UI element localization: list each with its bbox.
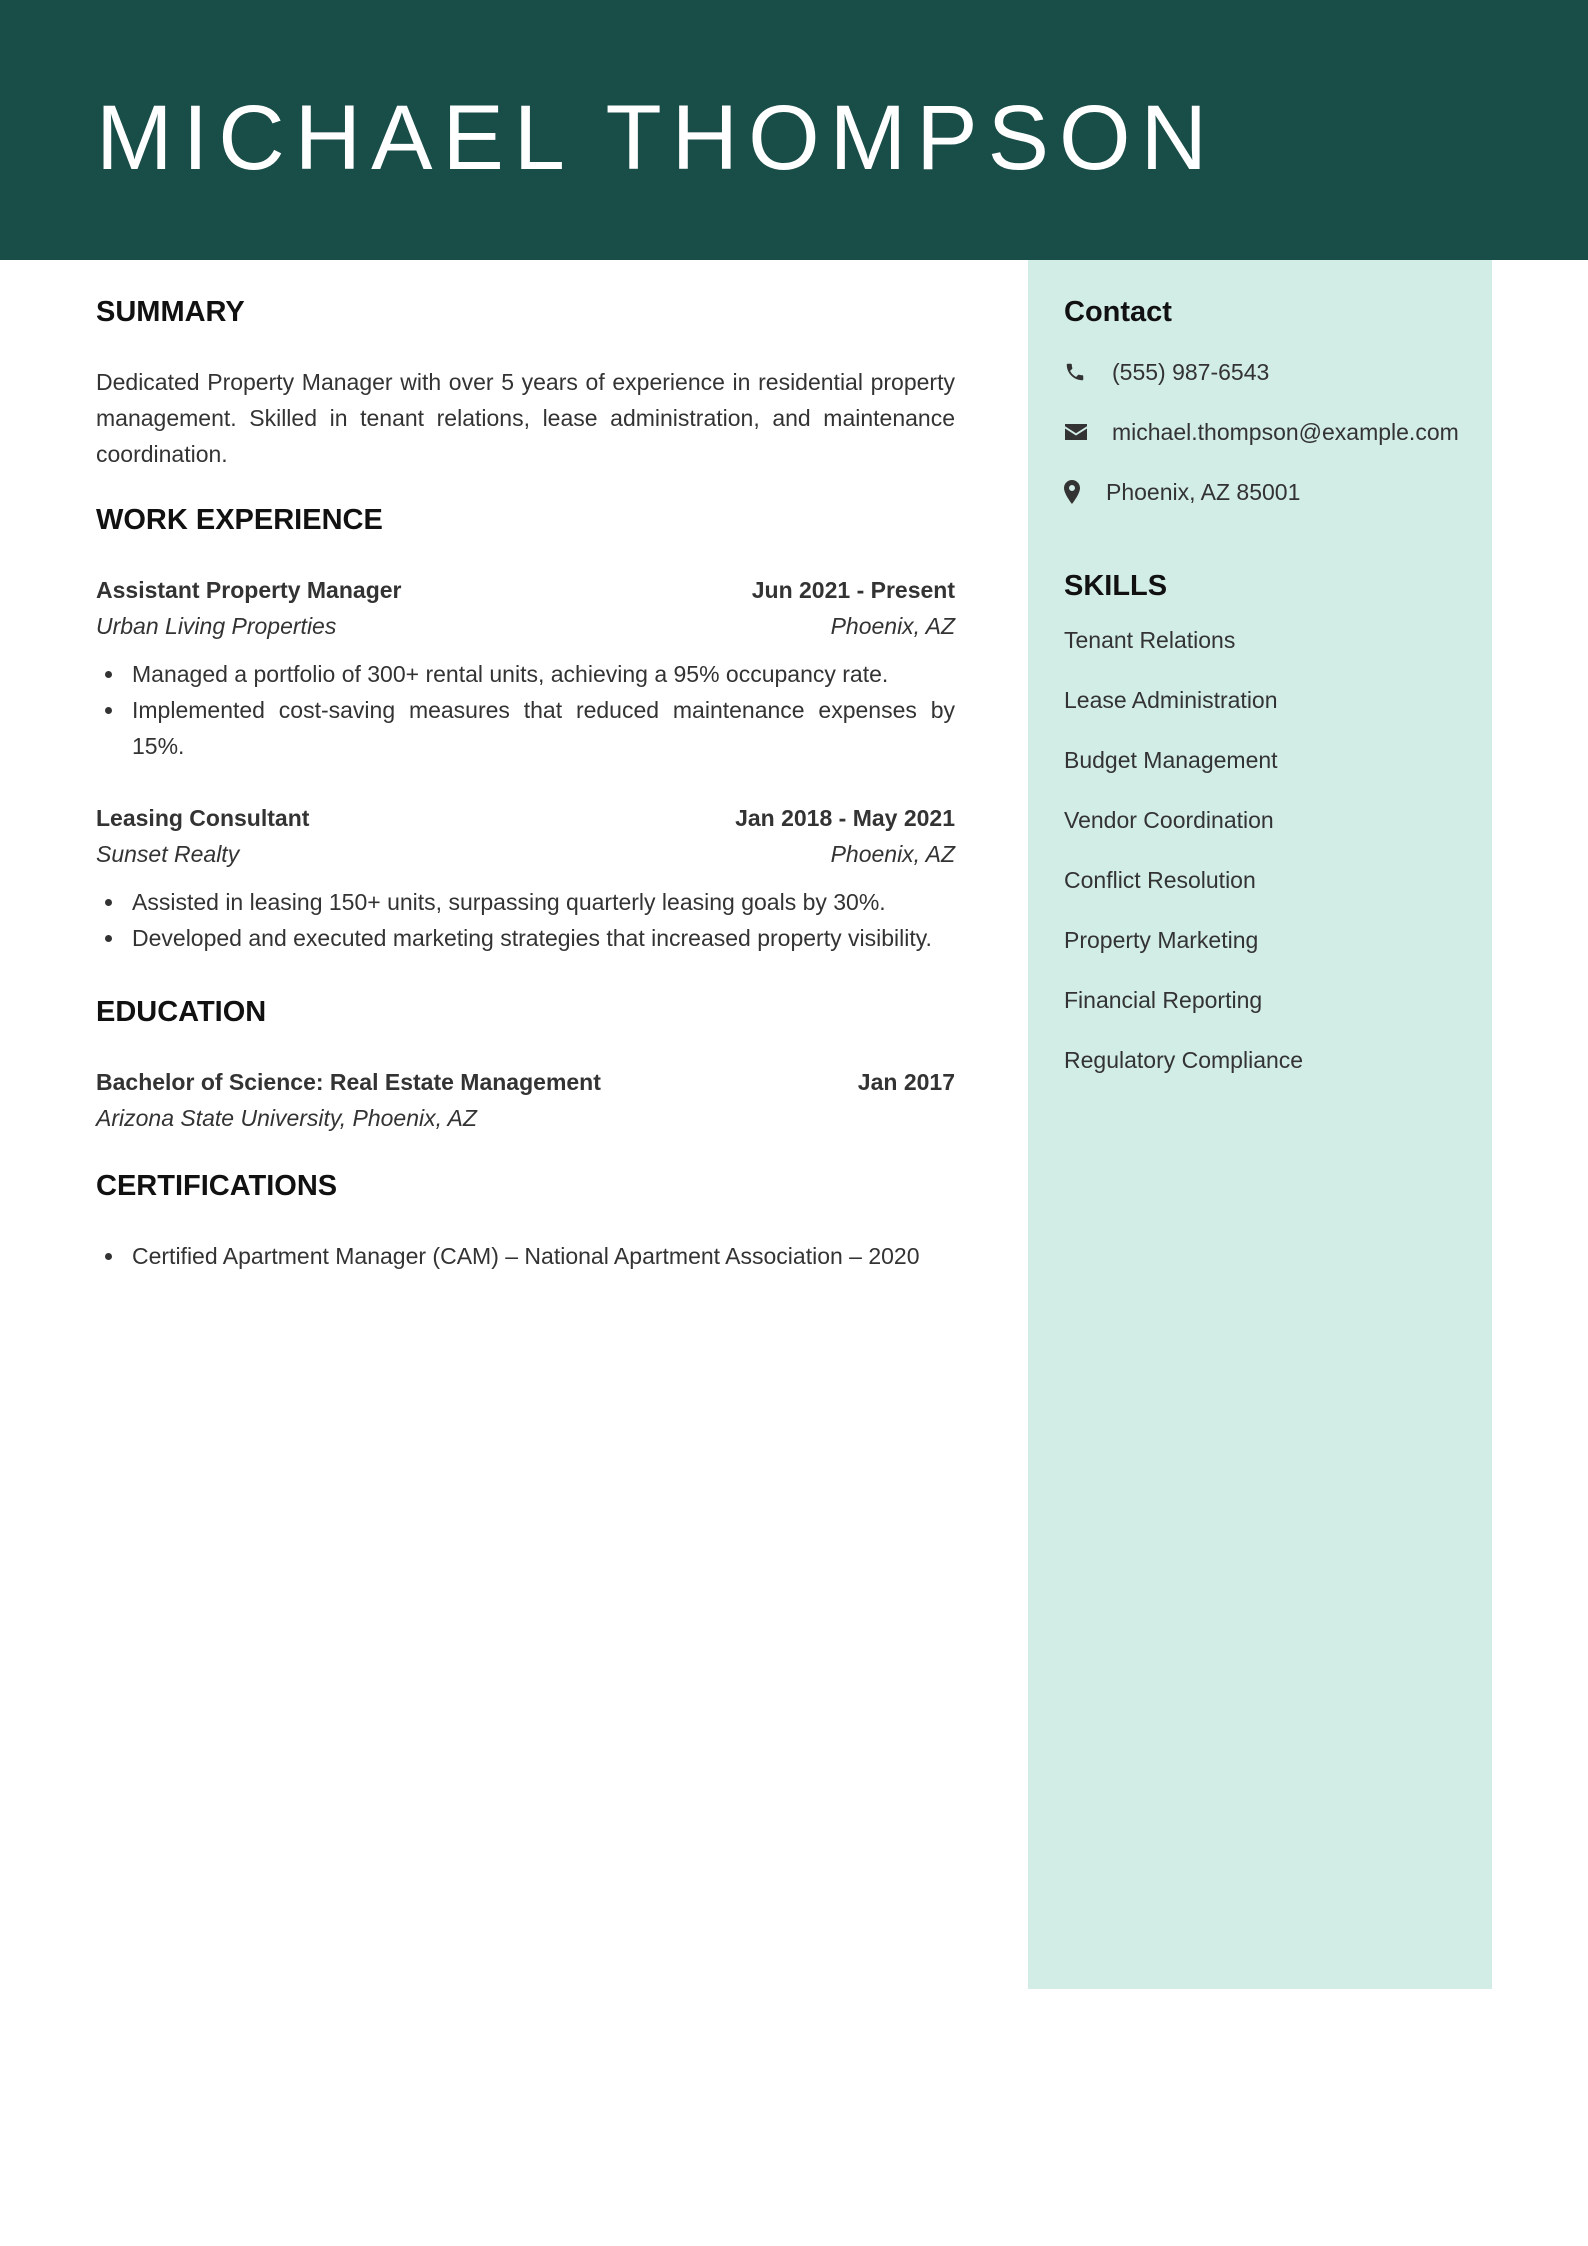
contact-location — [1064, 474, 1484, 510]
header-banner — [0, 0, 1588, 260]
school: Arizona State University, Phoenix, AZ — [96, 1105, 477, 1131]
job-company: Urban Living Properties — [96, 613, 337, 639]
education-entry — [96, 1064, 955, 1136]
certifications-list — [96, 1238, 955, 1274]
phone-number: (555) 987-6543 — [1112, 358, 1270, 385]
email-address: michael.thompson@example.com — [1112, 418, 1459, 445]
candidate-name: MICHAEL THOMPSON — [96, 87, 1218, 189]
contact-list — [1064, 354, 1484, 510]
job-entry — [96, 800, 955, 956]
graduation-date: Jan 2017 — [857, 1069, 955, 1095]
envelope-icon — [1064, 414, 1112, 450]
skill-item: Lease Administration — [1064, 687, 1278, 713]
sidebar — [1028, 260, 1492, 1989]
certification-item: Certified Apartment Manager (CAM) – National Apartment Association – 2020 — [96, 1238, 955, 1274]
skill-item: Financial Reporting — [1064, 987, 1263, 1013]
degree: Bachelor of Science: Real Estate Management — [96, 1069, 601, 1095]
job-bullet: Implemented cost-saving measures that reduced maintenance expenses by 15%. — [96, 692, 955, 764]
contact-heading: Contact — [1064, 296, 1172, 328]
skill-item: Regulatory Compliance — [1064, 1047, 1304, 1073]
contact-email — [1064, 414, 1484, 450]
job-location: Phoenix, AZ — [830, 613, 955, 639]
job-entry — [96, 572, 955, 764]
job-location: Phoenix, AZ — [830, 841, 955, 867]
job-title: Assistant Property Manager — [96, 577, 402, 603]
skill-item: Property Marketing — [1064, 927, 1259, 953]
skills-heading: SKILLS — [1064, 570, 1168, 602]
job-dates: Jan 2018 - May 2021 — [735, 805, 955, 831]
job-bullet: Managed a portfolio of 300+ rental units, achieving a 95% occupancy rate. — [96, 656, 955, 692]
summary-heading: SUMMARY — [96, 296, 245, 328]
skill-item: Vendor Coordination — [1064, 807, 1274, 833]
main-column — [96, 260, 955, 1274]
job-bullets — [96, 656, 955, 764]
certifications-heading: CERTIFICATIONS — [96, 1170, 338, 1202]
skill-item: Budget Management — [1064, 747, 1278, 773]
job-dates: Jun 2021 - Present — [751, 577, 955, 603]
work-experience-heading: WORK EXPERIENCE — [96, 504, 383, 536]
skill-item: Conflict Resolution — [1064, 867, 1256, 893]
phone-icon — [1064, 354, 1112, 390]
job-bullet: Assisted in leasing 150+ units, surpassing quarterly leasing goals by 30%. — [96, 884, 955, 920]
job-bullets — [96, 884, 955, 956]
education-heading: EDUCATION — [96, 996, 267, 1028]
job-bullet: Developed and executed marketing strategies that increased property visibility. — [96, 920, 955, 956]
contact-phone — [1064, 354, 1484, 390]
location-text: Phoenix, AZ 85001 — [1106, 478, 1301, 505]
job-company: Sunset Realty — [96, 841, 240, 867]
skills-list — [1064, 622, 1484, 1078]
summary-text: Dedicated Property Manager with over 5 years of experience in residential property management. Skilled in tenant relations, lease administration, and maintenance coordination. — [96, 369, 955, 467]
map-pin-icon — [1064, 474, 1106, 510]
skill-item: Tenant Relations — [1064, 627, 1236, 653]
job-title: Leasing Consultant — [96, 805, 310, 831]
